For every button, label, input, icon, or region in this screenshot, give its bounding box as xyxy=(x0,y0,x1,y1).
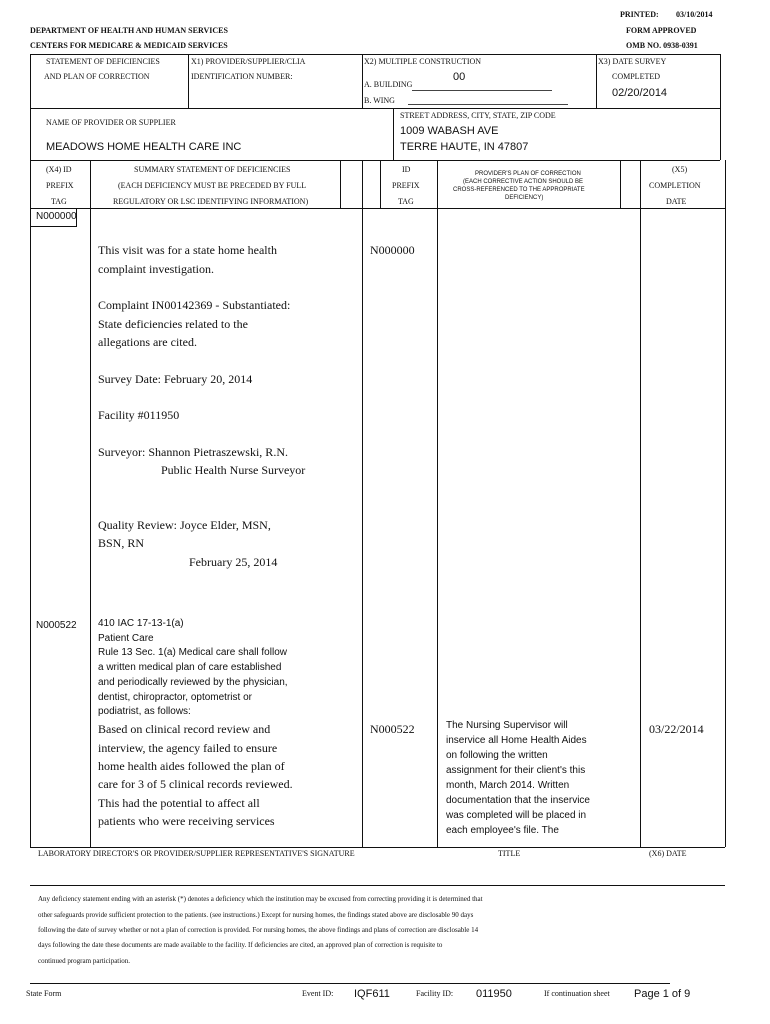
poc-line-8: each employee's file. The xyxy=(446,825,559,836)
regulation-line-4: a written medical plan of care established xyxy=(98,662,282,673)
id-label: ID xyxy=(402,165,411,174)
x1-label-2: IDENTIFICATION NUMBER: xyxy=(191,72,293,81)
deficiency-tag-n000522: N000522 xyxy=(36,620,77,631)
complaint-text-3: allegations are cited. xyxy=(98,335,197,349)
disclaimer-line-4: days following the date these documents are made available to the facility. If deficiencies are cited, an approved plan of correction is requisite to xyxy=(38,941,443,949)
x3-label: X3) DATE SURVEY xyxy=(598,57,667,66)
poc-tag-n000522: N000522 xyxy=(370,722,415,736)
statement-label-2: AND PLAN OF CORRECTION xyxy=(44,72,150,81)
regulation-line-1: 410 IAC 17-13-1(a) xyxy=(98,618,184,629)
form-approved: FORM APPROVED xyxy=(626,26,697,35)
regulation-line-3: Rule 13 Sec. 1(a) Medical care shall follow xyxy=(98,647,287,658)
facility-text: Facility #011950 xyxy=(98,408,180,422)
state-form-label: State Form xyxy=(26,989,62,998)
poc-line-3: on following the written xyxy=(446,750,548,761)
deficiency-tag-n000000: N000000 xyxy=(36,211,77,222)
quality-review-date: February 25, 2014 xyxy=(189,555,278,569)
finding-line-6: patients who were receiving services xyxy=(98,814,275,828)
poc-line-1: The Nursing Supervisor will xyxy=(446,720,568,731)
poc-line-2: inservice all Home Health Aides xyxy=(446,735,587,746)
x3-label-2: COMPLETED xyxy=(612,72,660,81)
visit-text-2: complaint investigation. xyxy=(98,262,214,276)
complaint-text-1: Complaint IN00142369 - Substantiated: xyxy=(98,298,291,312)
quality-review-text: Quality Review: Joyce Elder, MSN, xyxy=(98,518,271,532)
survey-completed-date: 02/20/2014 xyxy=(612,87,668,99)
department-title: DEPARTMENT OF HEALTH AND HUMAN SERVICES xyxy=(30,26,228,35)
poc-tag-n000000: N000000 xyxy=(370,243,415,257)
facility-id-label: Facility ID: xyxy=(416,989,454,998)
visit-text-1: This visit was for a state home health xyxy=(98,243,277,257)
x2-label: X2) MULTIPLE CONSTRUCTION xyxy=(364,57,482,66)
disclaimer-line-2: other safeguards provide sufficient protection to the patients. (see instructions.) Except for nursing homes, the findings stated above are disclosable 90 days xyxy=(38,911,474,919)
page-number: Page 1 of 9 xyxy=(634,988,691,1000)
regulation-line-2: Patient Care xyxy=(98,633,154,644)
disclaimer-line-3: following the date of survey whether or not a plan of correction is provided. For nursing homes, the above findings and plans of correction are disclosable 14 xyxy=(38,926,479,934)
event-id-label: Event ID: xyxy=(302,989,334,998)
facility-id-value: 011950 xyxy=(476,988,512,1000)
disclaimer-line-1: Any deficiency statement ending with an asterisk (*) denotes a deficiency which the institution may be excused from correcting providing it is determined that xyxy=(38,895,483,903)
wing-label: B. WING xyxy=(364,96,395,105)
event-id-value: IQF611 xyxy=(354,988,390,1000)
id-tag-label: TAG xyxy=(398,197,414,206)
x6-date-label: (X6) DATE xyxy=(649,849,687,858)
street-label: STREET ADDRESS, CITY, STATE, ZIP CODE xyxy=(400,111,556,120)
plan-label-4: DEFICIENCY) xyxy=(505,195,544,201)
signature-label: LABORATORY DIRECTOR'S OR PROVIDER/SUPPLIER REPRESENTATIVE'S SIGNATURE xyxy=(38,849,355,858)
finding-line-4: care for 3 of 5 clinical records reviewed. xyxy=(98,777,293,791)
summary-label: SUMMARY STATEMENT OF DEFICIENCIES xyxy=(134,165,291,174)
title-label: TITLE xyxy=(498,849,521,858)
plan-label: PROVIDER'S PLAN OF CORRECTION xyxy=(475,171,581,177)
plan-label-2: (EACH CORRECTIVE ACTION SHOULD BE xyxy=(463,179,584,185)
poc-line-7: was completed will be placed in xyxy=(446,810,587,821)
poc-line-6: documentation that the inservice xyxy=(446,795,590,806)
x4-id-label: (X4) ID xyxy=(46,165,72,174)
finding-line-2: interview, the agency failed to ensure xyxy=(98,741,278,755)
finding-line-5: This had the potential to affect all xyxy=(98,796,260,810)
finding-line-3: home health aides followed the plan of xyxy=(98,759,285,773)
x5-label: (X5) xyxy=(672,165,688,174)
building-label: A. BUILDING xyxy=(364,80,413,89)
provider-label: NAME OF PROVIDER OR SUPPLIER xyxy=(46,118,176,127)
id-prefix-label: PREFIX xyxy=(392,181,420,190)
plan-label-3: CROSS-REFERENCED TO THE APPROPRIATE xyxy=(453,187,585,193)
complaint-text-2: State deficiencies related to the xyxy=(98,317,248,331)
regulation-line-5: and periodically reviewed by the physician, xyxy=(98,677,288,688)
summary-label-2: (EACH DEFICIENCY MUST BE PRECEDED BY FULL xyxy=(118,181,307,190)
finding-line-1: Based on clinical record review and xyxy=(98,722,271,736)
x4-tag-label: TAG xyxy=(51,197,67,206)
x5-completion-label: COMPLETION xyxy=(649,181,701,190)
completion-date: 03/22/2014 xyxy=(649,722,704,736)
street-address: 1009 WABASH AVE xyxy=(400,125,499,137)
centers-title: CENTERS FOR MEDICARE & MEDICAID SERVICES xyxy=(30,41,228,50)
provider-name: MEADOWS HOME HEALTH CARE INC xyxy=(46,141,242,153)
summary-label-3: REGULATORY OR LSC IDENTIFYING INFORMATION) xyxy=(113,197,309,206)
x4-prefix-label: PREFIX xyxy=(46,181,74,190)
surveyor-text: Surveyor: Shannon Pietraszewski, R.N. xyxy=(98,445,288,459)
disclaimer-line-5: continued program participation. xyxy=(38,957,130,965)
x5-date-label: DATE xyxy=(666,197,687,206)
printed-date: 03/10/2014 xyxy=(676,10,713,19)
regulation-line-6: dentist, chiropractor, optometrist or xyxy=(98,692,252,703)
omb-number: OMB NO. 0938-0391 xyxy=(626,41,698,50)
continuation-label: If continuation sheet xyxy=(544,989,610,998)
survey-date-text: Survey Date: February 20, 2014 xyxy=(98,372,253,386)
building-value: 00 xyxy=(453,71,466,83)
poc-line-4: assignment for their client's this xyxy=(446,765,586,776)
x1-label: X1) PROVIDER/SUPPLIER/CLIA xyxy=(191,57,306,66)
regulation-line-7: podiatrist, as follows: xyxy=(98,706,191,717)
quality-review-text-2: BSN, RN xyxy=(98,536,145,550)
city-state-zip: TERRE HAUTE, IN 47807 xyxy=(400,141,529,153)
printed-label: PRINTED: xyxy=(620,10,659,19)
poc-line-5: month, March 2014. Written xyxy=(446,780,570,791)
surveyor-title: Public Health Nurse Surveyor xyxy=(161,463,306,477)
statement-label: STATEMENT OF DEFICIENCIES xyxy=(46,57,160,66)
